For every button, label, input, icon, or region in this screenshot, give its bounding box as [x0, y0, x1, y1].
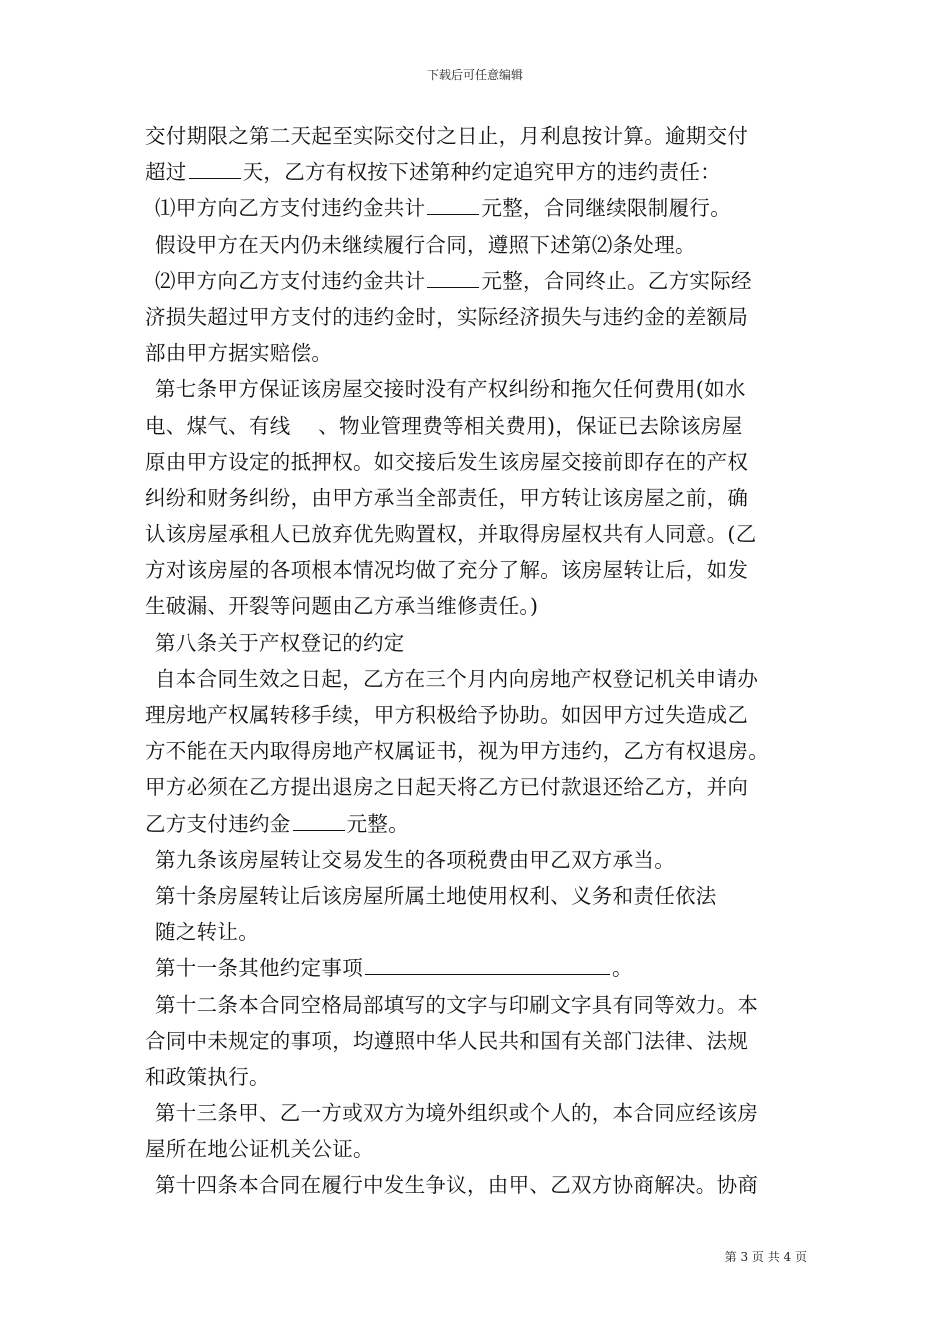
text-line: 原由甲方设定的抵押权。如交接后发生该房屋交接前即存在的产权	[145, 449, 749, 474]
text-line: 随之转让。	[155, 920, 259, 945]
text-line: 方对该房屋的各项根本情况均做了充分了解。该房屋转让后，如发	[145, 558, 749, 583]
blank-field	[293, 810, 345, 831]
text-line: 电、煤气、有线 、物业管理费等相关费用)，保证已去除该房屋	[145, 413, 743, 438]
text-line: 第十四条本合同在履行中发生争议，由甲、乙双方协商解决。协商	[155, 1173, 759, 1198]
text-line: 交付期限之第二天起至实际交付之日止，月利息按计算。逾期交付	[145, 124, 749, 148]
text-line: 甲方必须在乙方提出退房之日起天将乙方已付款退还给乙方，并向	[145, 775, 749, 800]
blank-field	[365, 954, 610, 975]
text-line: 认该房屋承租人已放弃优先购置权，并取得房屋权共有人同意。(乙	[145, 522, 757, 547]
text-line: 方不能在天内取得房地产权属证书，视为甲方违约，乙方有权退房。	[145, 739, 769, 764]
text-line: 假设甲方在天内仍未继续履行合同，遵照下述第⑵条处理。	[155, 232, 696, 257]
text-line: ⑴甲方向乙方支付违约金共计 元整，合同继续限制履行。	[155, 196, 732, 221]
text-line: 第十三条甲、乙一方或双方为境外组织或个人的，本合同应经该房	[155, 1101, 759, 1126]
text-line: 超过 天，乙方有权按下述第种约定追究甲方的违约责任：	[145, 160, 722, 185]
text-line: 部由甲方据实赔偿。	[145, 341, 333, 366]
text-line: 乙方支付违约金 元整。	[145, 811, 410, 836]
text-line: 第十二条本合同空格局部填写的文字与印刷文字具有同等效力。本	[155, 992, 759, 1017]
text-line: 济损失超过甲方支付的违约金时，实际经济损失与违约金的差额局	[145, 304, 749, 329]
text-line: 第十条房屋转让后该房屋所属土地使用权利、义务和责任依法	[155, 883, 717, 908]
text-line: 理房地产权属转移手续，甲方积极给予协助。如因甲方过失造成乙	[145, 703, 749, 727]
blank-field	[427, 194, 479, 215]
page-header: 下载后可任意编辑	[426, 68, 523, 82]
blank-field	[427, 267, 479, 288]
text-line: 第七条甲方保证该房屋交接时没有产权纠纷和拖欠任何费用(如水	[155, 377, 746, 402]
text-line: 和政策执行。	[145, 1064, 270, 1089]
text-line: 第八条关于产权登记的约定	[155, 630, 405, 655]
page-number: 第 3 页 共 4 页	[724, 1250, 807, 1264]
text-line: 合同中未规定的事项，均遵照中华人民共和国有关部门法律、法规	[145, 1028, 749, 1053]
document-body	[145, 118, 825, 1204]
text-line: 纠纷和财务纠纷，由甲方承当全部责任，甲方转让该房屋之前，确	[145, 485, 749, 510]
text-line: 生破漏、开裂等问题由乙方承当维修责任。)	[145, 594, 539, 619]
text-line: ⑵甲方向乙方支付违约金共计 元整，合同终止。乙方实际经	[155, 268, 752, 293]
text-line: 屋所在地公证机关公证。	[145, 1137, 374, 1162]
blank-field	[189, 158, 241, 179]
text-line: 第九条该房屋转让交易发生的各项税费由甲乙双方承当。	[155, 847, 675, 872]
text-line: 第十一条其他约定事项 。	[155, 956, 633, 981]
text-line: 自本合同生效之日起，乙方在三个月内向房地产权登记机关申请办	[155, 666, 759, 691]
